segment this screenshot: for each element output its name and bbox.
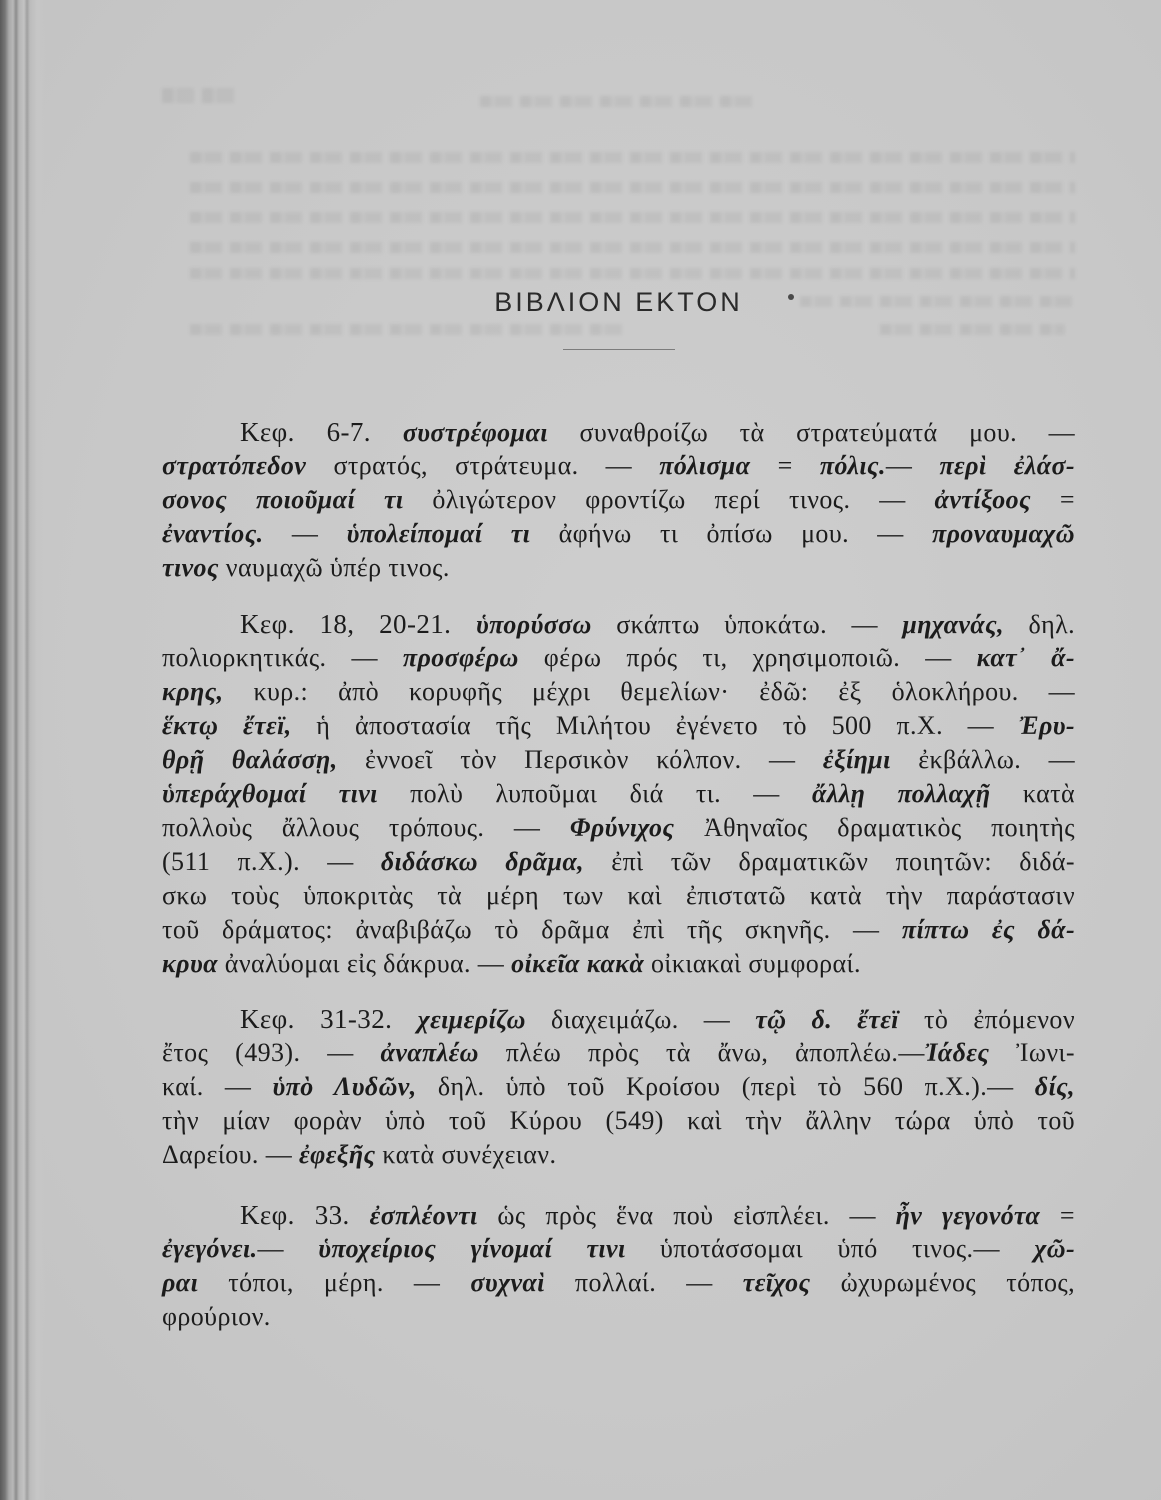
glossary-term: προναυμαχῶ (932, 519, 1075, 548)
section-title: ΒΙΒΛΙΟΝ ΕΚΤΟΝ (494, 287, 743, 317)
gloss-text: — (885, 451, 940, 480)
glossary-term: ὑποχείριος γίνομαί τινι (318, 1234, 626, 1263)
glossary-term: ὑπὸ Λυδῶν, (272, 1072, 417, 1101)
text-line (162, 1198, 1075, 1232)
text-line (162, 551, 1075, 585)
gloss-text: στρατός, στράτευμα. — (306, 451, 660, 480)
chapter-reference: Κεφ. 33. (240, 1200, 370, 1230)
text-line (162, 709, 1075, 743)
gloss-text: Ἀθηναῖος δραματικὸς ποιητὴς (674, 813, 1075, 842)
glossary-term: ἕκτῳ ἔτεϊ, (162, 711, 292, 740)
gloss-text: (511 π.Χ.). — (162, 847, 381, 876)
glossary-term: δίς, (1034, 1072, 1076, 1101)
glossary-term: ὑπεράχθομαί τινι (162, 779, 378, 808)
gloss-text: ἀφήνω τι ὀπίσω μου. — (530, 519, 933, 548)
text-line (162, 483, 1075, 517)
glossary-term: κρυα (162, 949, 218, 978)
gloss-text: ἀναλύομαι εἰς δάκρυα. — (217, 949, 512, 978)
gloss-text: οἰκιακαὶ συμφοραί. (644, 949, 861, 978)
bleed-through-mark (190, 212, 1075, 223)
glossary-term: ἐναντίος. (162, 519, 264, 548)
gloss-text: ἔτος (493). — (162, 1038, 381, 1067)
text-line (162, 743, 1075, 777)
chapter-reference: Κεφ. 6-7. (240, 417, 403, 447)
text-line (162, 845, 1075, 879)
bleed-through-mark (190, 324, 630, 335)
text-line (162, 879, 1075, 913)
gloss-text: συναθροίζω τὰ στρατεύματά μου. — (547, 418, 1075, 447)
text-line (162, 517, 1075, 551)
glossary-term: στρατόπεδον (162, 451, 307, 480)
glossary-term: ἦν γεγονότα (895, 1201, 1041, 1230)
glossary-term: ὑπολείπομαί τι (346, 519, 531, 548)
glossary-term: ἀναπλέω (380, 1038, 479, 1067)
ink-speck (788, 294, 794, 300)
glossary-term: ἄλλῃ πολλαχῇ (811, 779, 991, 808)
gloss-text: τόποι, μέρη. — (198, 1268, 471, 1297)
glossary-term: ὑπορύσσω (476, 610, 592, 639)
chapter-notes-paragraph (162, 607, 1075, 981)
gloss-text: κατὰ (990, 779, 1075, 808)
bleed-through-mark (190, 268, 1075, 279)
gloss-text: ἡ ἀποστασία τῆς Μιλήτου ἐγένετο τὸ 500 π.Χ. — (291, 711, 1019, 740)
gloss-text: — (257, 1234, 319, 1263)
bleed-through-mark (190, 242, 1075, 253)
gloss-text: ἐπὶ τῶν δραματικῶν ποιητῶν: διδά- (584, 847, 1075, 876)
glossary-term: ἐξίημι (822, 745, 891, 774)
gloss-text: σκω τοὺς ὑποκριτὰς τὰ μέρη των καὶ ἐπιστατῶ κατὰ τὴν παράστασιν (162, 881, 1075, 910)
gloss-text: κατὰ συνέχειαν. (375, 1140, 557, 1169)
gloss-text: πολλαί. — (544, 1268, 743, 1297)
glossary-term: κρης, (162, 677, 224, 706)
text-line (162, 607, 1075, 641)
gloss-text: τὸ ἐπόμενον (898, 1005, 1075, 1034)
gloss-text: φρούριον. (162, 1302, 271, 1331)
glossary-term: πίπτω ἐς δά- (901, 915, 1075, 944)
text-line (162, 777, 1075, 811)
text-line (162, 913, 1075, 947)
gloss-text: σκάπτω ὑποκάτω. — (591, 610, 903, 639)
bleed-through-mark (880, 324, 1065, 335)
bleed-through-mark (190, 152, 1075, 163)
glossary-term: ἐγεγόνει. (162, 1234, 258, 1263)
gloss-text: ναυμαχῶ ὑπέρ τινος. (218, 553, 450, 582)
gloss-text: πολιορκητικάς. — (162, 643, 403, 672)
text-line (162, 1070, 1075, 1104)
text-line (162, 1232, 1075, 1266)
gloss-text: κυρ.: ἀπὸ κορυφῆς μέχρι θεμελίων· ἐδῶ: ἐξ ὁλοκλήρου. — (223, 677, 1075, 706)
gloss-text: = (750, 451, 820, 480)
text-line (162, 1266, 1075, 1300)
glossary-term: κατ᾽ ἄ- (976, 643, 1075, 672)
gloss-text: ὑποτάσσομαι ὑπό τινος.— (625, 1234, 1035, 1263)
text-line (162, 1036, 1075, 1070)
chapter-reference: Κεφ. 31-32. (240, 1004, 418, 1034)
glossary-term: Ἰάδες (924, 1038, 990, 1067)
glossary-term: προσφέρω (402, 643, 519, 672)
text-line (162, 811, 1075, 845)
gloss-text: = (1040, 1201, 1075, 1230)
title-divider (563, 349, 675, 350)
text-line (162, 1138, 1075, 1172)
gloss-text: ὡς πρὸς ἕνα ποὺ εἰσπλέει. — (477, 1201, 896, 1230)
text-line (162, 1002, 1075, 1036)
chapter-notes-paragraph (162, 1002, 1075, 1172)
glossary-term: συστρέφομαι (402, 418, 548, 447)
chapter-reference: Κεφ. 18, 20-21. (240, 609, 477, 639)
text-line (162, 1104, 1075, 1138)
gloss-text: Δαρείου. — (162, 1140, 300, 1169)
text-line (162, 415, 1075, 449)
text-line (162, 1300, 1075, 1334)
gloss-text: Ἰωνι- (989, 1038, 1075, 1067)
glossary-term: μηχανάς, (902, 610, 1004, 639)
section-heading (162, 285, 1075, 319)
glossary-term: ἀντίξοος (934, 485, 1032, 514)
text-line (162, 449, 1075, 483)
gloss-text: ὠχυρωμένος τόπος, (810, 1268, 1075, 1297)
glossary-term: Ἐρυ- (1018, 711, 1075, 740)
bleed-through-mark (162, 88, 234, 103)
gloss-text: ἐννοεῖ τὸν Περσικὸν κόλπον. — (337, 745, 823, 774)
gloss-text: πολὺ λυποῦμαι διά τι. — (377, 779, 812, 808)
gloss-text: — (263, 519, 347, 548)
bleed-through-mark (190, 182, 1075, 193)
text-line (162, 675, 1075, 709)
gloss-text: πλέω πρὸς τὰ ἄνω, ἀποπλέω.— (478, 1038, 925, 1067)
gloss-text: δηλ. ὑπὸ τοῦ Κροίσου (περὶ τὸ 560 π.Χ.).— (416, 1072, 1035, 1101)
glossary-term: τῷ δ. ἔτεϊ (755, 1005, 899, 1034)
gloss-text: διαχειμάζω. — (525, 1005, 756, 1034)
glossary-term: θρῇ θαλάσσῃ, (162, 745, 338, 774)
glossary-term: ἐφεξῆς (299, 1140, 376, 1169)
glossary-term: οἰκεῖα κακὰ (511, 949, 645, 978)
gloss-text: τὴν μίαν φορὰν ὑπὸ τοῦ Κύρου (549) καὶ τὴν ἄλλην τώρα ὑπὸ τοῦ (162, 1106, 1075, 1135)
glossary-term: ἐσπλέοντι (369, 1201, 478, 1230)
gloss-text: δηλ. (1003, 610, 1076, 639)
gloss-text: ἐκβάλλω. — (890, 745, 1075, 774)
gloss-text: καί. — (162, 1072, 273, 1101)
glossary-term: συχναὶ (470, 1268, 545, 1297)
glossary-term: σονος ποιοῦμαί τι (162, 485, 404, 514)
glossary-term: πόλισμα (659, 451, 751, 480)
gloss-text: = (1031, 485, 1075, 514)
chapter-notes-paragraph (162, 415, 1075, 585)
chapter-notes-paragraph (162, 1198, 1075, 1334)
glossary-term: περὶ ἐλάσ- (939, 451, 1075, 480)
text-line (162, 641, 1075, 675)
gloss-text: τοῦ δράματος: ἀναβιβάζω τὸ δρᾶμα ἐπὶ τῆς σκηνῆς. — (162, 915, 902, 944)
glossary-term: ραι (162, 1268, 199, 1297)
gloss-text: πολλοὺς ἄλλους τρόπους. — (162, 813, 570, 842)
bleed-through-mark (480, 96, 760, 107)
book-binding-edge (0, 0, 46, 1500)
text-line (162, 947, 1075, 981)
glossary-term: τινος (162, 553, 219, 582)
glossary-term: Φρύνιχος (569, 813, 675, 842)
gloss-text: φέρω πρός τι, χρησιμοποιῶ. — (518, 643, 977, 672)
glossary-term: πόλις. (819, 451, 886, 480)
glossary-term: τεῖχος (742, 1268, 811, 1297)
glossary-term: χειμερίζω (417, 1005, 526, 1034)
gloss-text: ὀλιγώτερον φροντίζω περί τινος. — (403, 485, 935, 514)
glossary-term: χῶ- (1034, 1234, 1075, 1263)
glossary-term: διδάσκω δρᾶμα, (380, 847, 585, 876)
